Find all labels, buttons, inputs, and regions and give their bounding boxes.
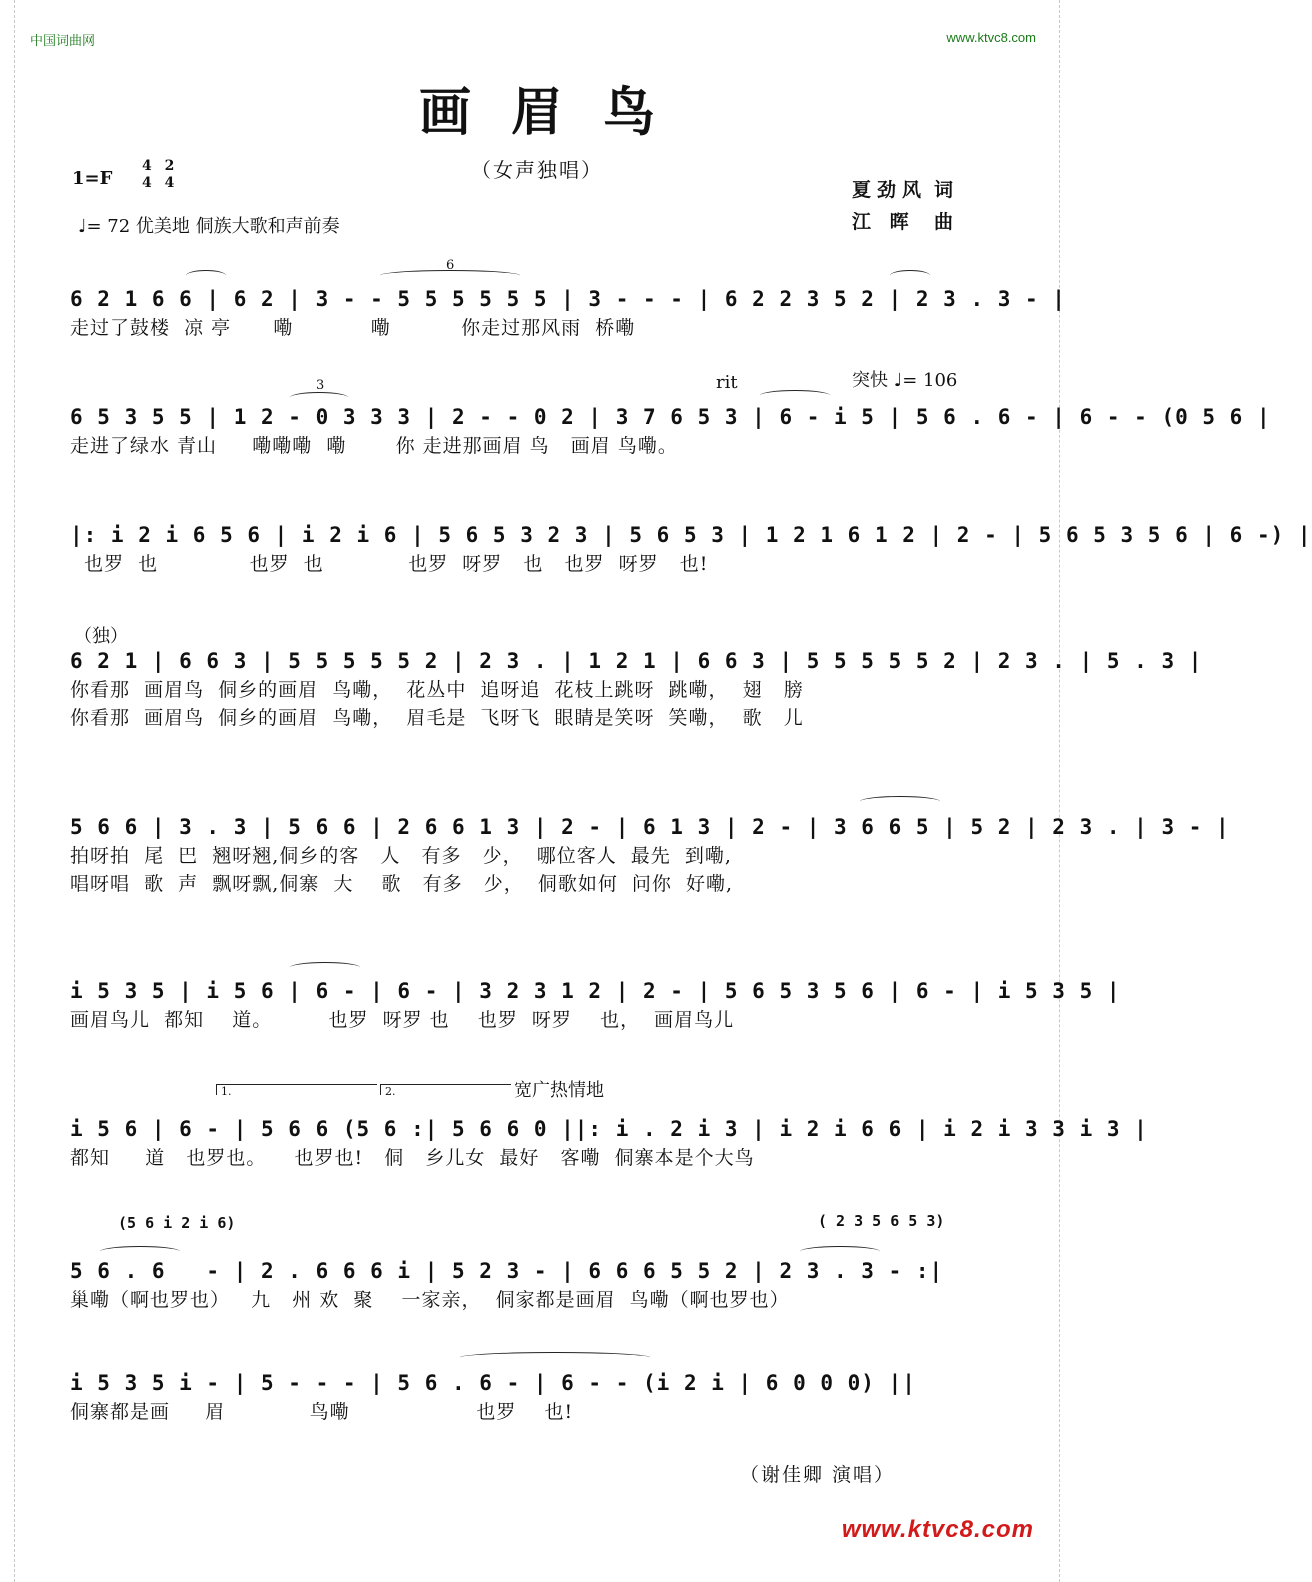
slur (100, 1246, 180, 1257)
notation-line: i 5 3 5 | i 5 6 | 6 - | 6 - | 3 2 3 1 2 | 2 - | 5 6 5 3 5 6 | 6 - | i 5 3 5 | (70, 979, 1121, 1003)
key-signature: 1=F (72, 168, 113, 189)
notation-line: 5 6 6 | 3 . 3 | 5 6 6 | 2 6 6 1 3 | 2 - | 6 1 3 | 2 - | 3 6 6 5 | 5 2 | 2 3 . | 3 - | (70, 815, 1230, 839)
site-url-right[interactable]: www.ktvc8.com (946, 30, 1036, 45)
lyric-line-verse-1: 你看那 画眉鸟 侗乡的画眉 鸟嘞， 花丛中 追呀追 花枝上跳呀 跳嘞， 翅 膀 (70, 679, 804, 701)
time-sig-top: 4 (142, 158, 152, 174)
right-margin-strip (1059, 0, 1074, 1582)
lyricist-credit (852, 174, 953, 206)
score-system-3 (70, 520, 1312, 578)
lyric-line: 都知 道 也罗也。 也罗也! 侗 乡儿女 最好 客嘞 侗寨本是个大鸟 (70, 1147, 755, 1169)
slur (290, 962, 360, 973)
notation-line: 6 2 1 6 6 | 6 2 | 3 - - 5 5 5 5 5 5 | 3 - - - | 6 2 2 3 5 2 | 2 3 . 3 - | (70, 287, 1066, 311)
time-sig-top: 2 (164, 158, 175, 174)
song-title: 画眉鸟 (418, 82, 695, 143)
lyric-line-verse-2: 你看那 画眉鸟 侗乡的画眉 鸟嘞， 眉毛是 飞呀飞 眼睛是笑呀 笑嘞， 歌 儿 (70, 707, 804, 729)
lyric-line: 侗寨都是画 眉 鸟嘞 也罗 也! (70, 1401, 574, 1423)
rit-marking: rit (716, 372, 738, 393)
lyric-line-verse-2: 唱呀唱 歌 声 飘呀飘,侗寨 大 歌 有多 少， 侗歌如何 问你 好嘞, (70, 873, 734, 895)
time-signatures (142, 158, 182, 192)
volta-2: 2. (380, 1084, 511, 1095)
slur (460, 1352, 650, 1363)
lyric-line: 也罗 也 也罗 也 也罗 呀罗 也 也罗 呀罗 也! (70, 553, 709, 575)
left-margin-strip (0, 0, 15, 1582)
tuplet-slur (380, 270, 520, 281)
score-system-1 (70, 284, 1066, 342)
lyricist-name: 夏劲风 (852, 179, 928, 201)
slur (860, 796, 940, 807)
lyricist-role: 词 (934, 179, 954, 201)
time-sig-bottom: 4 (142, 175, 152, 191)
slur (186, 270, 226, 281)
notation-line: 6 5 3 5 5 | 1 2 - 0 3 3 3 | 2 - - 0 2 | 3 7 6 5 3 | 6 - i 5 | 5 6 . 6 - | 6 - - (0 5 6 | (70, 405, 1271, 429)
time-signature-2 (165, 158, 175, 192)
notation-line: |: i 2 i 6 5 6 | i 2 i 6 | 5 6 5 3 2 3 | 5 6 5 3 | 1 2 1 6 1 2 | 2 - | 5 6 5 3 5 6 | 6 -) | (70, 523, 1312, 547)
expression-marking: 宽广热情地 (514, 1080, 604, 1101)
lyric-line: 走过了鼓楼 凉 亭 嘞 嘞 你走过那风雨 桥嘞 (70, 317, 636, 339)
time-signature-1 (142, 158, 152, 192)
solo-marking: （独） (74, 626, 128, 647)
score-system-4 (70, 646, 1203, 732)
lyric-line: 巢嘞（啊也罗也） 九 州 欢 聚 一家亲， 侗家都是画眉 鸟嘞（啊也罗也） (70, 1289, 790, 1311)
performer-credit: （谢佳卿 演唱） (740, 1464, 896, 1486)
site-name-left[interactable]: 中国词曲网 (30, 33, 96, 48)
notation-line: i 5 6 | 6 - | 5 6 6 (5 6 :| 5 6 6 0 ||: i . 2 i 3 | i 2 i 6 6 | i 2 i 3 3 i 3 | (70, 1117, 1148, 1141)
credits (852, 174, 953, 238)
tempo-marking: ♩= 72 优美地 侗族大歌和声前奏 (78, 216, 340, 237)
composer-role: 曲 (934, 211, 954, 233)
composer-credit (852, 206, 953, 238)
time-sig-bottom: 4 (164, 175, 175, 191)
triplet-slur (290, 392, 348, 403)
score-system-8 (70, 1256, 985, 1314)
ornament-group: (5 6 i 2 i 6) (118, 1214, 236, 1232)
score-system-6 (70, 976, 1121, 1034)
slur (760, 390, 830, 401)
score-system-7 (70, 1114, 1148, 1172)
composer-name: 江 晖 (852, 211, 915, 233)
ornament-group: ( 2 3 5 6 5 3) (818, 1212, 945, 1230)
slur (800, 1246, 880, 1257)
triplet-number: 3 (316, 378, 325, 393)
score-system-5 (70, 812, 1230, 898)
score-system-9 (70, 1368, 985, 1426)
notation-line: 6 2 1 | 6 6 3 | 5 5 5 5 5 2 | 2 3 . | 1 2 1 | 6 6 3 | 5 5 5 5 5 2 | 2 3 . | 5 . 3 | (70, 649, 1203, 673)
slur (890, 270, 930, 281)
volta-1: 1. (216, 1084, 377, 1095)
score-system-2 (70, 402, 1271, 460)
notation-line: i 5 3 5 i - | 5 - - - | 5 6 . 6 - | 6 - - (i 2 i | 6 0 0 0) || (70, 1371, 916, 1395)
tuplet-number: 6 (446, 258, 455, 273)
song-subtitle: （女声独唱） (471, 158, 603, 182)
lyric-line-verse-1: 拍呀拍 尾 巴 翘呀翘,侗乡的客 人 有多 少， 哪位客人 最先 到嘞, (70, 845, 732, 867)
notation-line: 5 6 . 6 - | 2 . 6 6 6 i | 5 2 3 - | 6 6 6 5 5 2 | 2 3 . 3 - :| (70, 1259, 944, 1283)
lyric-line: 画眉鸟儿 都知 道。 也罗 呀罗 也 也罗 呀罗 也， 画眉鸟儿 (70, 1009, 735, 1031)
watermark-logo: www.ktvc8.com (841, 1516, 1034, 1543)
tempo-change-marking: 突快 ♩= 106 (852, 370, 958, 391)
lyric-line: 走进了绿水 青山 嘞嘞嘞 嘞 你 走进那画眉 鸟 画眉 鸟嘞。 (70, 435, 678, 457)
